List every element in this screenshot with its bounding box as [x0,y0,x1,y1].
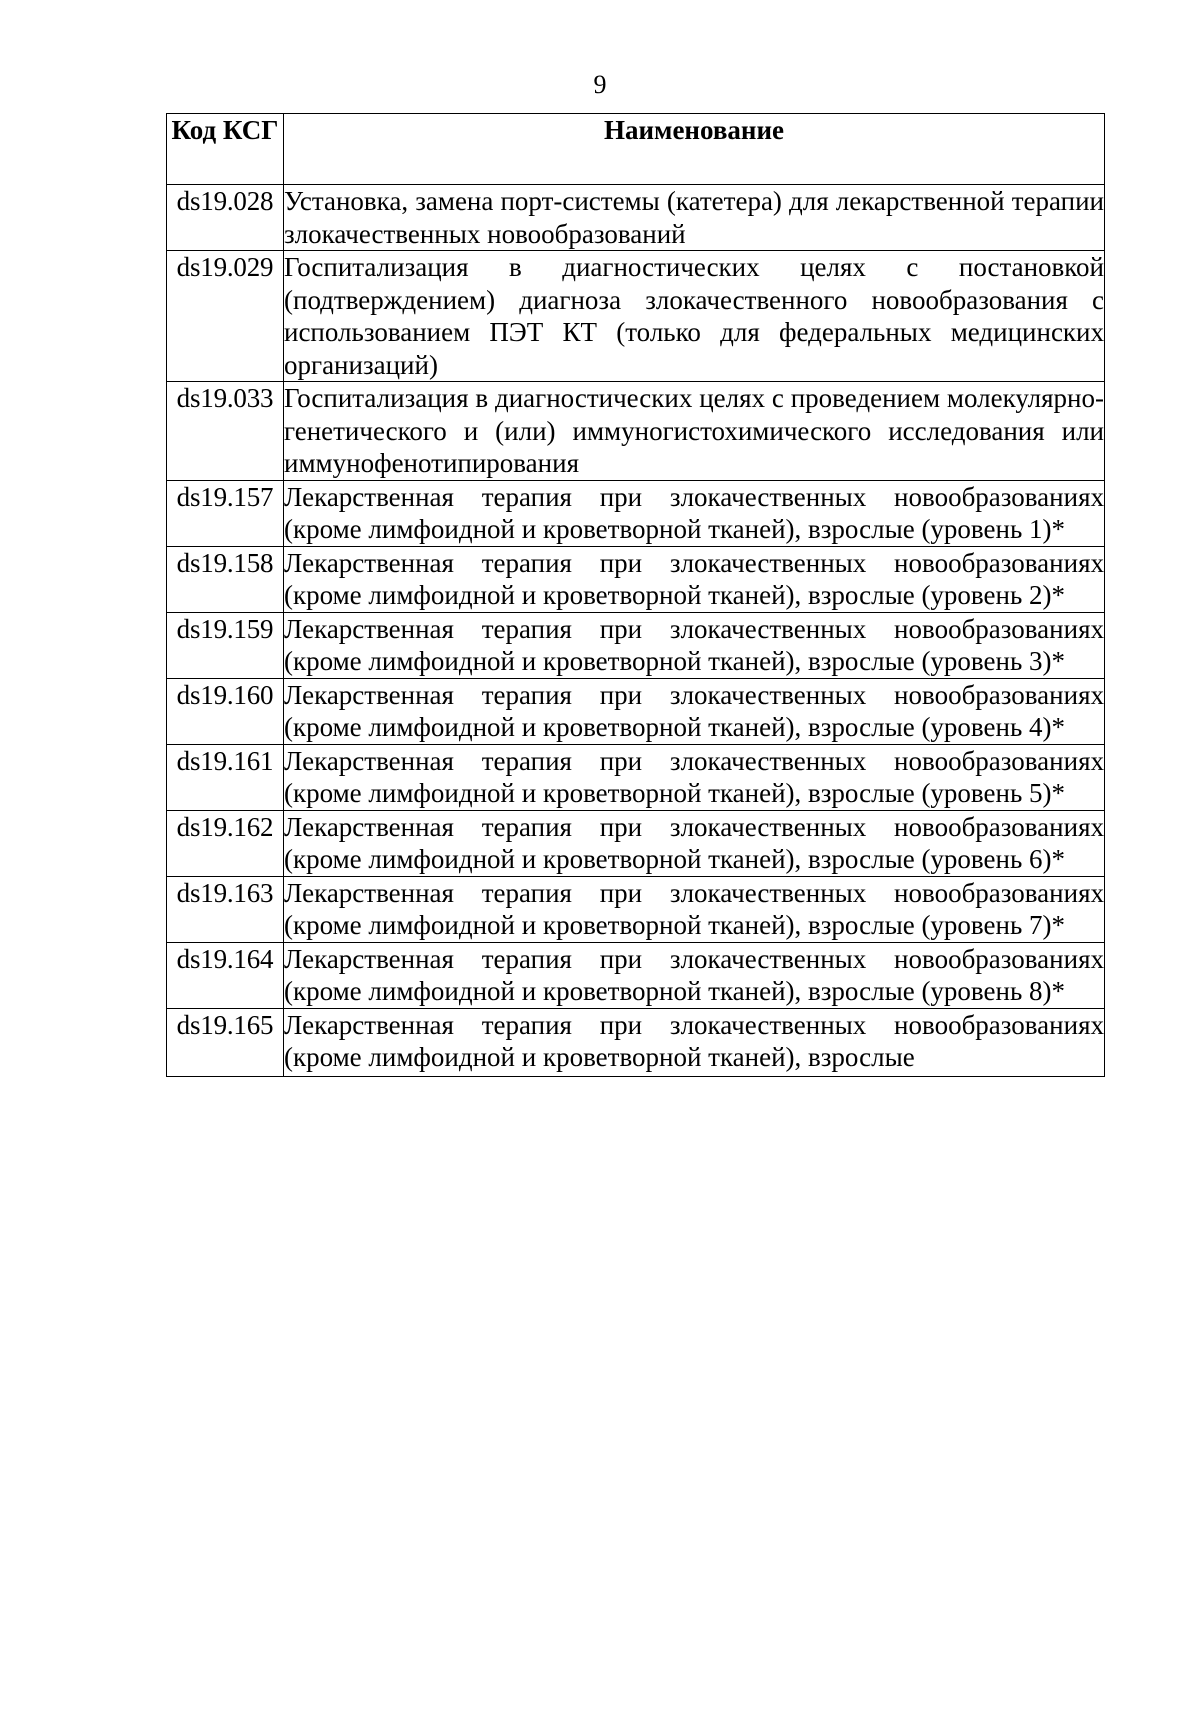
table-row [167,876,1105,942]
ksg-name-cell: Установка, замена порт-системы (катетера) для лекарственной терапии злокачественных новообразований [284,186,1104,249]
ksg-code-cell: ds19.161 [167,744,284,810]
ksg-name-cell: Госпитализация в диагностических целях с проведением молекулярно-генетического и (или) иммуногистохимического исследования или иммунофенотипирования [284,383,1104,478]
table-row [167,810,1105,876]
ksg-name-cell: Лекарственная терапия при злокачественных новообразованиях (кроме лимфоидной и кроветворной тканей), взрослые (уровень 7)* [284,877,1104,940]
table-row [167,1008,1105,1076]
ksg-name-cell: Лекарственная терапия при злокачественных новообразованиях (кроме лимфоидной и кроветворной тканей), взрослые (уровень 3)* [284,613,1104,676]
ksg-code-cell: ds19.033 [167,382,284,481]
ksg-code-cell: ds19.158 [167,546,284,612]
ksg-code-cell: ds19.162 [167,810,284,876]
table-row [167,251,1105,382]
column-header-code: Код КСГ [167,114,284,185]
table-row [167,480,1105,546]
ksg-code-cell: ds19.163 [167,876,284,942]
ksg-code-cell: ds19.159 [167,612,284,678]
ksg-code-cell: ds19.165 [167,1008,284,1076]
ksg-code-cell: ds19.029 [167,251,284,382]
ksg-name-cell: Лекарственная терапия при злокачественных новообразованиях (кроме лимфоидной и кроветворной тканей), взрослые (уровень 5)* [284,745,1104,808]
table-row [167,744,1105,810]
table-row [167,612,1105,678]
ksg-code-cell: ds19.160 [167,678,284,744]
ksg-code-cell: ds19.157 [167,480,284,546]
table-row [167,942,1105,1008]
ksg-name-cell [284,1008,1105,1076]
ksg-name-cell: Лекарственная терапия при злокачественных новообразованиях (кроме лимфоидной и кроветворной тканей), взрослые (уровень 2)* [284,547,1104,610]
ksg-table [166,113,1105,1077]
table-row [167,382,1105,481]
ksg-name-text: Лекарственная терапия при злокачественных новообразованиях (кроме лимфоидной и кроветворной тканей), взрослые [284,1009,1104,1072]
table-row [167,185,1105,251]
ksg-name-cell: Лекарственная терапия при злокачественных новообразованиях (кроме лимфоидной и кроветворной тканей), взрослые (уровень 4)* [284,679,1104,742]
ksg-name-cell: Лекарственная терапия при злокачественных новообразованиях (кроме лимфоидной и кроветворной тканей), взрослые (уровень 6)* [284,811,1104,874]
ksg-name-cell: Лекарственная терапия при злокачественных новообразованиях (кроме лимфоидной и кроветворной тканей), взрослые (уровень 8)* [284,943,1104,1006]
ksg-name-cell: Госпитализация в диагностических целях с постановкой (подтверждением) диагноза злокачественного новообразования с использованием ПЭТ КТ (только для федеральных медицинских организаций) [284,252,1104,380]
table-header-row [167,114,1105,185]
column-header-name: Наименование [284,114,1105,185]
ksg-name-cell: Лекарственная терапия при злокачественных новообразованиях (кроме лимфоидной и кроветворной тканей), взрослые (уровень 1)* [284,481,1104,544]
ksg-code-cell: ds19.164 [167,942,284,1008]
page-number: 9 [593,70,607,99]
table-row [167,678,1105,744]
table-row [167,546,1105,612]
ksg-code-cell: ds19.028 [167,185,284,251]
